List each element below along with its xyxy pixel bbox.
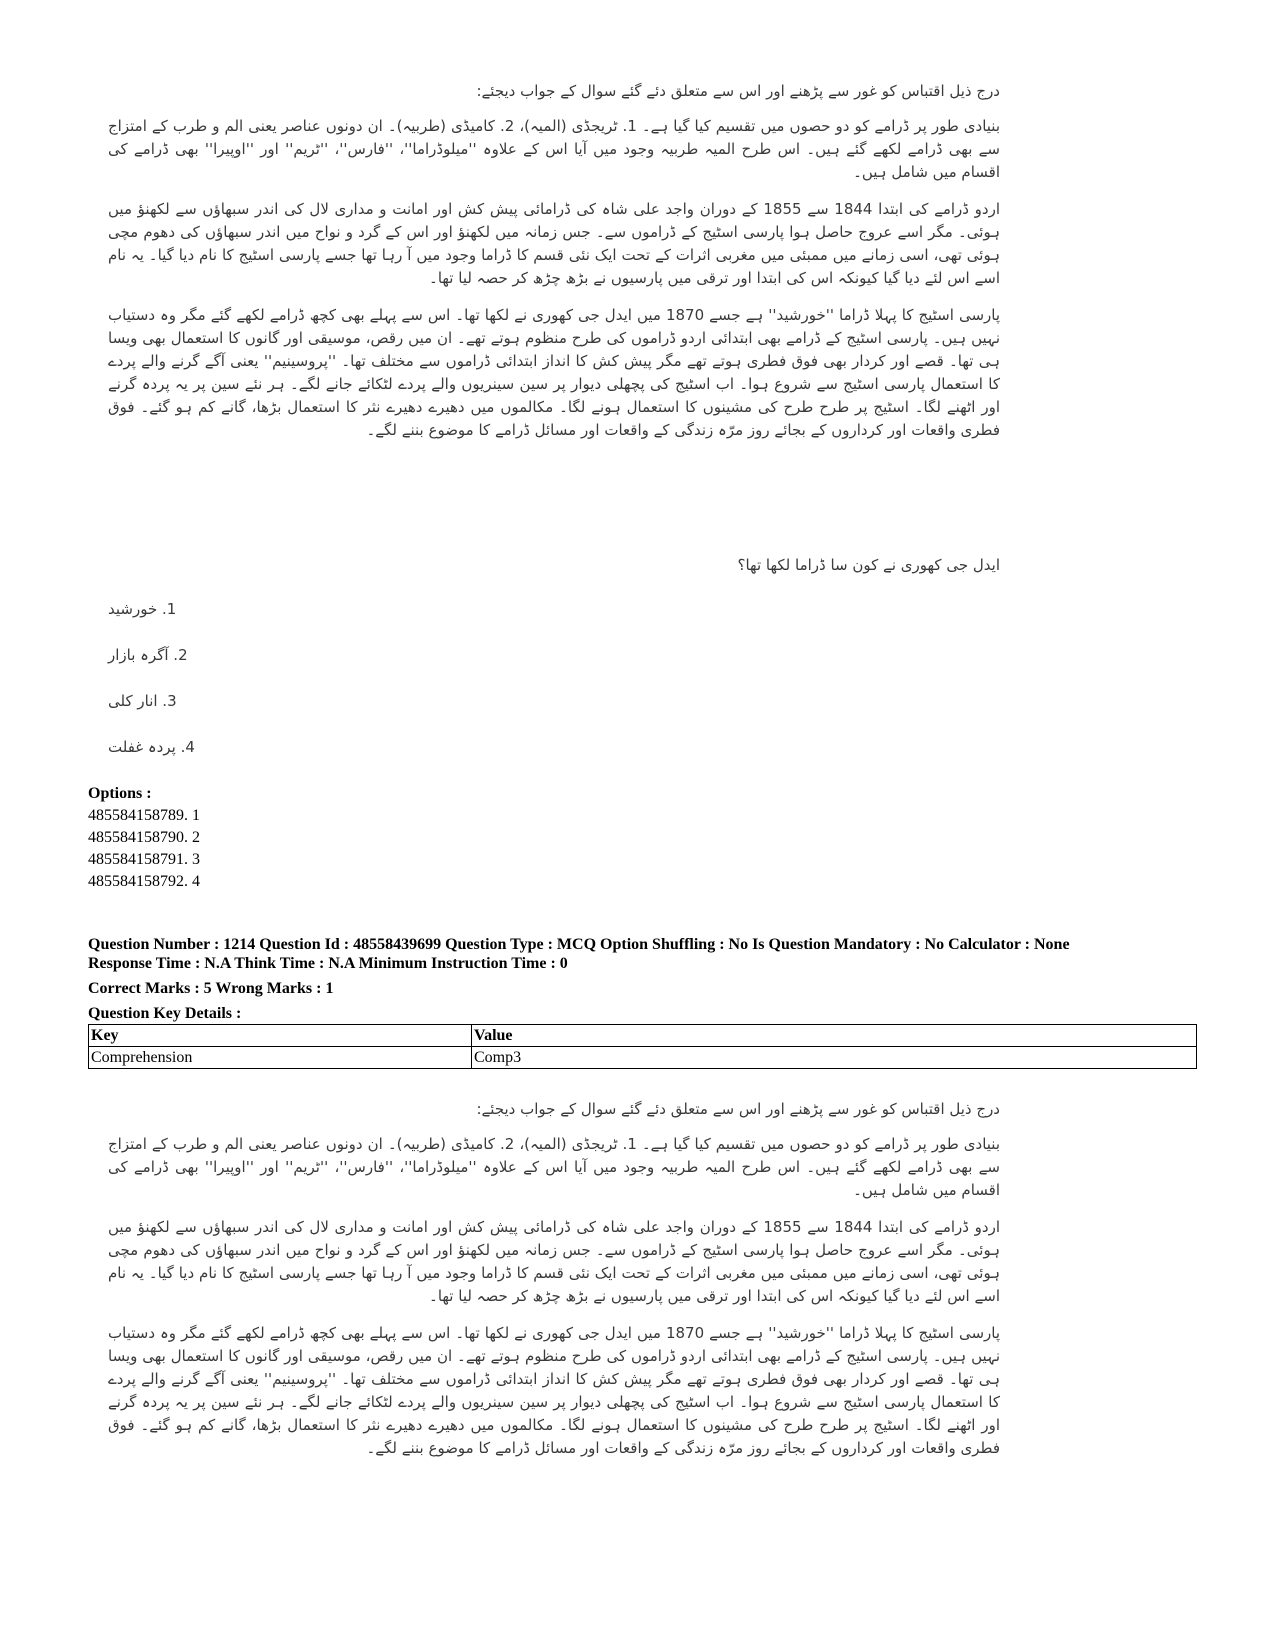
question-meta-line-2: Response Time : N.A Think Time : N.A Minimum Instruction Time : 0 [88, 955, 568, 972]
option-item: 485584158792. 4 [88, 873, 200, 890]
table-row [89, 1047, 1197, 1069]
passage-paragraph-3: پارسی اسٹیج کا پہلا ڈراما ''خورشید'' ہے جسے 1870 میں ایدل جی کھوری نے لکھا تھا۔ اس سے پہلے بھی کچھ ڈرامے لکھے گئے مگر وہ دستیاب نہیں ہیں۔ پارسی اسٹیج کے ڈرامے بھی ابتدائی اردو ڈراموں کی طرح منظوم ہوتے تھے۔ ان میں رقص، موسیقی اور گانوں کا استعمال بھی ویسا ہی تھا۔ قصے اور کردار بھی فوق فطری ہوتے تھے مگر پیش کش کا انداز ابتدائی ڈراموں سے مختلف تھا۔ ''پروسینیم'' یعنی آگے گرنے والے پردے کا استعمال پارسی اسٹیج سے شروع ہوا۔ اب اسٹیج کی پچھلی دیوار پر سین سینریوں والے پردے لٹکائے جانے لگے۔ ہر نئے سین پر یہ پردہ گرنے اور اٹھنے لگا۔ اسٹیج پر طرح طرح کی مشینوں کا استعمال ہونے لگا۔ مکالموں میں دھیرے دھیرے نثر کا استعمال بڑھا، گانے کم ہو گئے۔ فوق فطری واقعات اور کرداروں کے بجائے روز مرّہ زندگی کے واقعات اور مسائل ڈرامے کا موضوع بننے لگے۔ [108, 306, 1001, 439]
table-cell-value: Comp3 [472, 1047, 1197, 1069]
option-item: 485584158790. 2 [88, 829, 200, 846]
table-cell-key: Comprehension [89, 1047, 472, 1069]
options-heading: Options : [88, 785, 152, 802]
passage-block [108, 80, 1000, 456]
option-item: 485584158789. 1 [88, 807, 200, 824]
passage-paragraph-2: اردو ڈرامے کی ابتدا 1844 سے 1855 کے دوران واجد علی شاہ کی ڈرامائی پیش کش اور امانت و مداری لال کی اندر سبھاؤں سے لکھنؤ میں ہوئی۔ مگر اسے عروج حاصل ہوا پارسی اسٹیج کے ڈراموں سے۔ جس زمانہ میں لکھنؤ اور اس کے گرد و نواح میں اندر سبھاؤں کی دھوم مچی ہوئی تھی، اسی زمانے میں ممبئی میں مغربی اثرات کے تحت ایک نئی قسم کا ڈراما وجود میں آ رہا تھا جسے پارسی اسٹیج کا نام دیا گیا۔ یہ نام اسے اس لئے دیا گیا کیونکہ اس کی ابتدا اور ترقی میں پارسیوں نے بڑھ چڑھ کر حصہ لیا تھا۔ [108, 1218, 1001, 1305]
passage-paragraph-3: پارسی اسٹیج کا پہلا ڈراما ''خورشید'' ہے جسے 1870 میں ایدل جی کھوری نے لکھا تھا۔ اس سے پہلے بھی کچھ ڈرامے لکھے گئے مگر وہ دستیاب نہیں ہیں۔ پارسی اسٹیج کے ڈرامے بھی ابتدائی اردو ڈراموں کی طرح منظوم ہوتے تھے۔ ان میں رقص، موسیقی اور گانوں کا استعمال بھی ویسا ہی تھا۔ قصے اور کردار بھی فوق فطری ہوتے تھے مگر پیش کش کا انداز ابتدائی ڈراموں سے مختلف تھا۔ ''پروسینیم'' یعنی آگے گرنے والے پردے کا استعمال پارسی اسٹیج سے شروع ہوا۔ اب اسٹیج کی پچھلی دیوار پر سین سینریوں والے پردے لٹکائے جانے لگے۔ ہر نئے سین پر یہ پردہ گرنے اور اٹھنے لگا۔ اسٹیج پر طرح طرح کی مشینوں کا استعمال ہونے لگا۔ مکالموں میں دھیرے دھیرے نثر کا استعمال بڑھا، گانے کم ہو گئے۔ فوق فطری واقعات اور کرداروں کے بجائے روز مرّہ زندگی کے واقعات اور مسائل ڈرامے کا موضوع بننے لگے۔ [108, 1324, 1001, 1457]
passage-paragraph-1: بنیادی طور پر ڈرامے کو دو حصوں میں تقسیم کیا گیا ہے۔ 1. ٹریجڈی (المیہ)، 2. کامیڈی (طربیہ)۔ ان دونوں عناصر یعنی الم و طرب کے امتزاج سے بھی ڈرامے لکھے گئے ہیں۔ اس طرح المیہ طربیہ وجود میں آیا اس کے علاوہ ''میلوڈراما''، ''فارس''، ''ٹریم'' اور ''اوپیرا'' بھی ڈرامے کی اقسام میں شامل ہیں۔ [108, 1135, 1000, 1199]
table-header-value: Value [472, 1025, 1197, 1047]
passage-intro: درج ذیل اقتباس کو غور سے پڑھنے اور اس سے متعلق دئے گئے سوال کے جواب دیجئے: [476, 1100, 1000, 1118]
answer-choice: 1. خورشید [108, 600, 177, 618]
answer-choice: 3. انار کلی [108, 692, 177, 710]
options-section [88, 783, 200, 893]
marks-line: Correct Marks : 5 Wrong Marks : 1 [88, 980, 334, 997]
key-details-table [88, 1024, 1197, 1069]
passage-block-repeat [108, 1098, 1000, 1474]
answer-choice: 2. آگرہ بازار [108, 646, 188, 664]
question-meta-line-1: Question Number : 1214 Question Id : 48558439699 Question Type : MCQ Option Shuffling : No Is Question Mandatory : No Calculator : None [88, 936, 1070, 953]
question-text: ایدل جی کھوری نے کون سا ڈراما لکھا تھا؟ [737, 556, 1000, 574]
answer-choice: 4. پردہ غفلت [108, 738, 195, 756]
passage-intro: درج ذیل اقتباس کو غور سے پڑھنے اور اس سے متعلق دئے گئے سوال کے جواب دیجئے: [476, 82, 1000, 100]
passage-paragraph-2: اردو ڈرامے کی ابتدا 1844 سے 1855 کے دوران واجد علی شاہ کی ڈرامائی پیش کش اور امانت و مداری لال کی اندر سبھاؤں سے لکھنؤ میں ہوئی۔ مگر اسے عروج حاصل ہوا پارسی اسٹیج کے ڈراموں سے۔ جس زمانہ میں لکھنؤ اور اس کے گرد و نواح میں اندر سبھاؤں کی دھوم مچی ہوئی تھی، اسی زمانے میں ممبئی میں مغربی اثرات کے تحت ایک نئی قسم کا ڈراما وجود میں آ رہا تھا جسے پارسی اسٹیج کا نام دیا گیا۔ یہ نام اسے اس لئے دیا گیا کیونکہ اس کی ابتدا اور ترقی میں پارسیوں نے بڑھ چڑھ کر حصہ لیا تھا۔ [108, 200, 1001, 287]
table-header-key: Key [89, 1025, 472, 1047]
answer-choice-list [108, 600, 195, 784]
option-item: 485584158791. 3 [88, 851, 200, 868]
table-header-row [89, 1025, 1197, 1047]
question-meta [88, 935, 1198, 1023]
passage-paragraph-1: بنیادی طور پر ڈرامے کو دو حصوں میں تقسیم کیا گیا ہے۔ 1. ٹریجڈی (المیہ)، 2. کامیڈی (طربیہ)۔ ان دونوں عناصر یعنی الم و طرب کے امتزاج سے بھی ڈرامے لکھے گئے ہیں۔ اس طرح المیہ طربیہ وجود میں آیا اس کے علاوہ ''میلوڈراما''، ''فارس''، ''ٹریم'' اور ''اوپیرا'' بھی ڈرامے کی اقسام میں شامل ہیں۔ [108, 117, 1000, 181]
key-details-heading: Question Key Details : [88, 1005, 242, 1022]
